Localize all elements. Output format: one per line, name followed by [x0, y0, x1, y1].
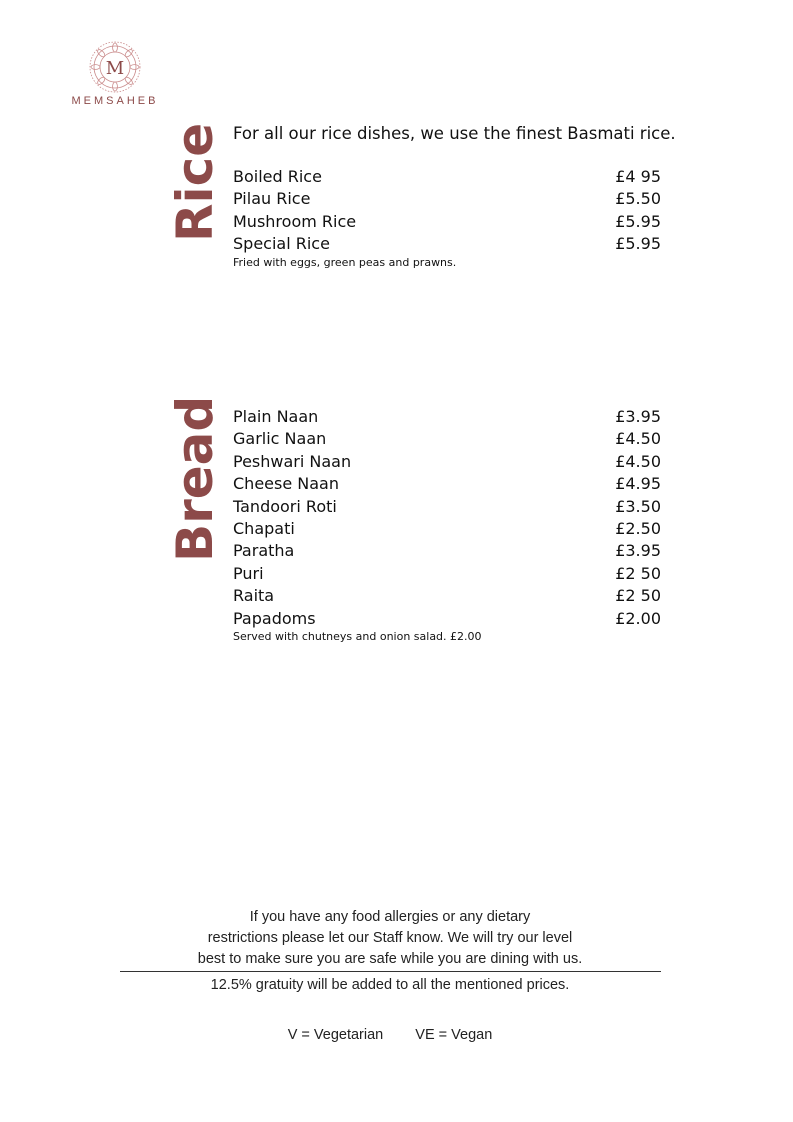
item-name: Peshwari Naan: [233, 451, 352, 471]
footer-divider: [120, 971, 661, 972]
menu-item: [233, 233, 661, 255]
item-price: £4.95: [615, 474, 661, 494]
item-price: £5.95: [615, 211, 661, 231]
allergy-line: best to make sure you are safe while you are dining with us.: [197, 951, 583, 967]
gratuity-notice: 12.5% gratuity will be added to all the mentioned prices.: [210, 977, 570, 993]
menu-item: [233, 211, 661, 233]
menu-item: [233, 585, 661, 607]
rice-note: Fried with eggs, green peas and prawns.: [233, 255, 457, 269]
item-name: Mushroom Rice: [233, 211, 357, 231]
menu-item: [233, 608, 661, 630]
item-name: Garlic Naan: [233, 429, 327, 449]
menu-item: [233, 473, 661, 495]
rice-section-heading: Rice: [166, 122, 224, 242]
menu-item: [233, 563, 661, 585]
allergy-line: If you have any food allergies or any dietary: [249, 909, 531, 925]
item-price: £4 95: [615, 167, 661, 186]
menu-item: [233, 188, 661, 210]
allergy-notice: [120, 907, 660, 970]
item-price: £5.50: [615, 189, 661, 209]
item-name: Papadoms: [233, 608, 316, 628]
menu-item: [233, 540, 661, 562]
logo-monogram: M: [105, 58, 125, 79]
menu-item: [233, 166, 661, 188]
item-name: Special Rice: [233, 234, 330, 254]
rice-intro: For all our rice dishes, we use the finest Basmati rice.: [233, 124, 676, 143]
item-price: £2 50: [615, 563, 661, 583]
item-price: £3.95: [615, 407, 661, 426]
menu-item: [233, 496, 661, 518]
brand-name: MEMSAHEB: [71, 95, 159, 107]
item-name: Pilau Rice: [233, 189, 311, 209]
item-name: Tandoori Roti: [233, 496, 337, 516]
item-name: Chapati: [233, 518, 295, 538]
item-name: Boiled Rice: [233, 167, 322, 186]
legend-vegan: VE = Vegan: [415, 1027, 493, 1043]
bread-section-heading: Bread: [166, 395, 224, 562]
allergy-line: restrictions please let our Staff know. We will try our level: [207, 930, 573, 946]
item-price: £4.50: [615, 451, 661, 471]
item-price: £2.00: [615, 608, 661, 628]
item-price: £2.50: [615, 518, 661, 538]
menu-item: [233, 518, 661, 540]
item-name: Cheese Naan: [233, 474, 339, 494]
menu-item: [233, 406, 661, 428]
item-price: £4.50: [615, 429, 661, 449]
rice-menu-list: [233, 166, 661, 270]
bread-note: Served with chutneys and onion salad. £2.00: [233, 629, 482, 643]
item-name: Plain Naan: [233, 407, 319, 426]
brand-logo: [60, 40, 170, 110]
mandala-logo-icon: [88, 40, 142, 94]
item-price: £2 50: [615, 586, 661, 606]
item-price: £5.95: [615, 234, 661, 254]
item-name: Raita: [233, 586, 275, 606]
menu-item: [233, 428, 661, 450]
item-name: Paratha: [233, 541, 295, 561]
menu-item: [233, 451, 661, 473]
diet-legend: [120, 1025, 660, 1045]
item-name: Puri: [233, 563, 264, 583]
item-price: £3.95: [615, 541, 661, 561]
item-price: £3.50: [615, 496, 661, 516]
legend-vegetarian: V = Vegetarian: [287, 1027, 384, 1043]
bread-menu-list: [233, 406, 661, 644]
